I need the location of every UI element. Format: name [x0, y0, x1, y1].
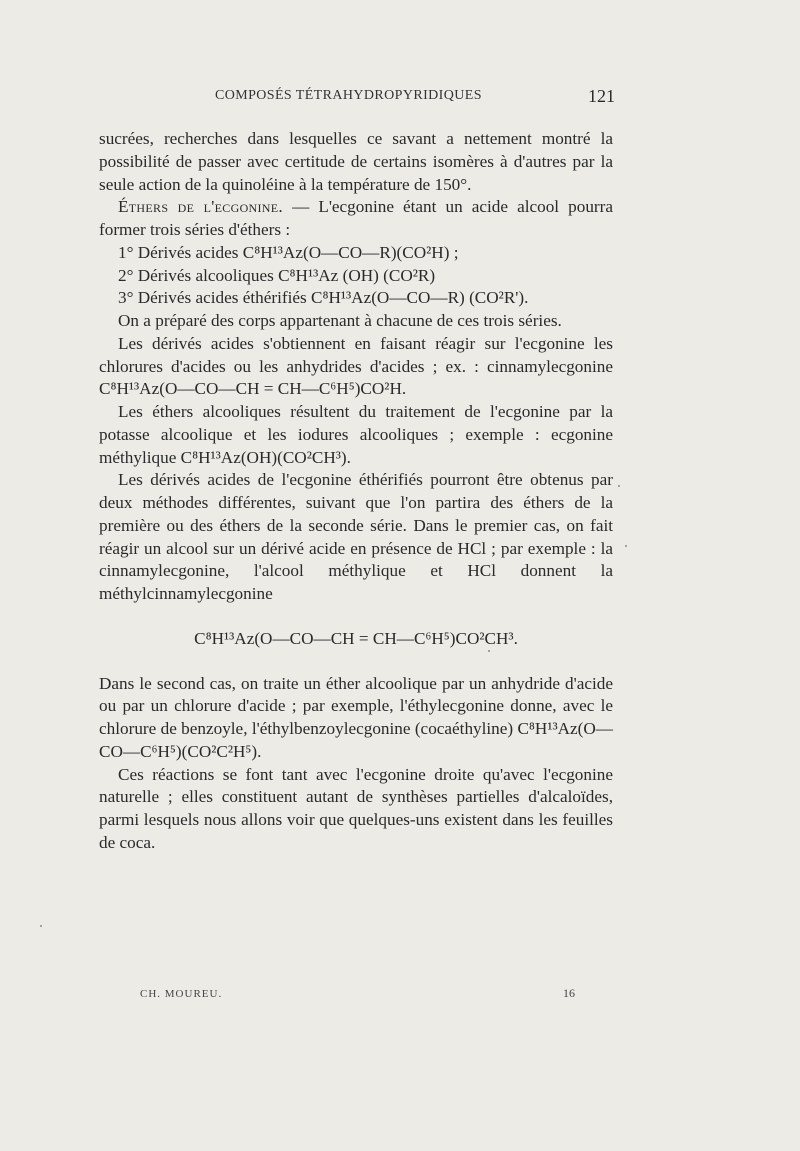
running-title: COMPOSÉS TÉTRAHYDROPYRIDIQUES — [215, 88, 482, 103]
paragraph-ethers-text: — L'ecgonine étant un acide alcool pourra former trois séries d'éthers : — [99, 197, 614, 239]
series-item-3: 3° Dérivés acides éthérifiés C⁸H¹³Az(O—CO—R) (CO²R'). — [118, 288, 529, 308]
paragraph-prepared: On a préparé des corps appartenant à chacune de ces trois séries. — [118, 311, 562, 330]
paper-speck — [40, 925, 42, 927]
section-heading-ethers: Éthers de l'ecgonine. — [118, 197, 283, 217]
page-number: 121 — [588, 86, 615, 106]
paragraph-etherified-acids: Les dérivés acides de l'ecgonine éthérifiés pourront être obtenus par deux méthodes différentes, suivant que l'on partira des éthers de la première ou des éthers de la seconde série. Dans le premier cas, on fait réagir un alcool sur un dérivé acide en présence de HCl ; par exemple : la cinnamylecgonine, l'alcool méthylique et HCl donnent la méthylcinnamylecgonine — [99, 470, 613, 603]
formula-display: C⁸H¹³Az(O—CO—CH = CH—C⁶H⁵)CO²CH³. — [194, 628, 518, 648]
paragraph-continuation: sucrées, recherches dans lesquelles ce savant a nettement montré la possibilité de passer avec certitude de certains isomères à d'autres par la seule action de la quinoléine à la température de 150°. — [99, 129, 613, 194]
footer-signature: CH. MOUREU. — [140, 988, 223, 1000]
series-item-2: 2° Dérivés alcooliques C⁸H¹³Az (OH) (CO²R) — [118, 265, 436, 285]
paper-speck — [618, 485, 620, 487]
paragraph-acid-derivatives: Les dérivés acides s'obtiennent en faisant réagir sur l'ecgonine les chlorures d'acides ou les anhydrides d'acides ; ex. : cinnamylecgonine C⁸H¹³Az(O—CO—CH = CH—C⁶H⁵)CO²H. — [99, 333, 613, 399]
running-header — [100, 88, 615, 110]
footer-sheet-number: 16 — [563, 986, 575, 1000]
body-text — [99, 128, 613, 855]
paragraph-second-case: Dans le second cas, on traite un éther alcoolique par un anhydride d'acide ou par un chlorure d'acide ; par exemple, l'éthylecgonine donne, avec le chlorure de benzoyle, l'éthylbenzoylecgonine (cocaéthyline) C⁸H¹³Az(O—CO—C⁶H⁵)(CO²C²H⁵). — [99, 673, 613, 761]
paragraph-ethers-intro — [99, 196, 613, 242]
paragraph-alcohol-ethers: Les éthers alcooliques résultent du traitement de l'ecgonine par la potasse alcoolique et les iodures alcooliques ; exemple : ecgonine méthylique C⁸H¹³Az(OH)(CO²CH³). — [99, 402, 613, 467]
paragraph-reactions: Ces réactions se font tant avec l'ecgonine droite qu'avec l'ecgonine naturelle ; elles constituent autant de synthèses partielles d'alcaloïdes, parmi lesquels nous allons voir que quelques-uns existent dans les feuilles de coca. — [99, 764, 613, 852]
paper-speck — [625, 545, 627, 547]
series-item-1: 1° Dérivés acides C⁸H¹³Az(O—CO—R)(CO²H) ; — [118, 242, 459, 262]
paper-speck — [488, 650, 490, 652]
